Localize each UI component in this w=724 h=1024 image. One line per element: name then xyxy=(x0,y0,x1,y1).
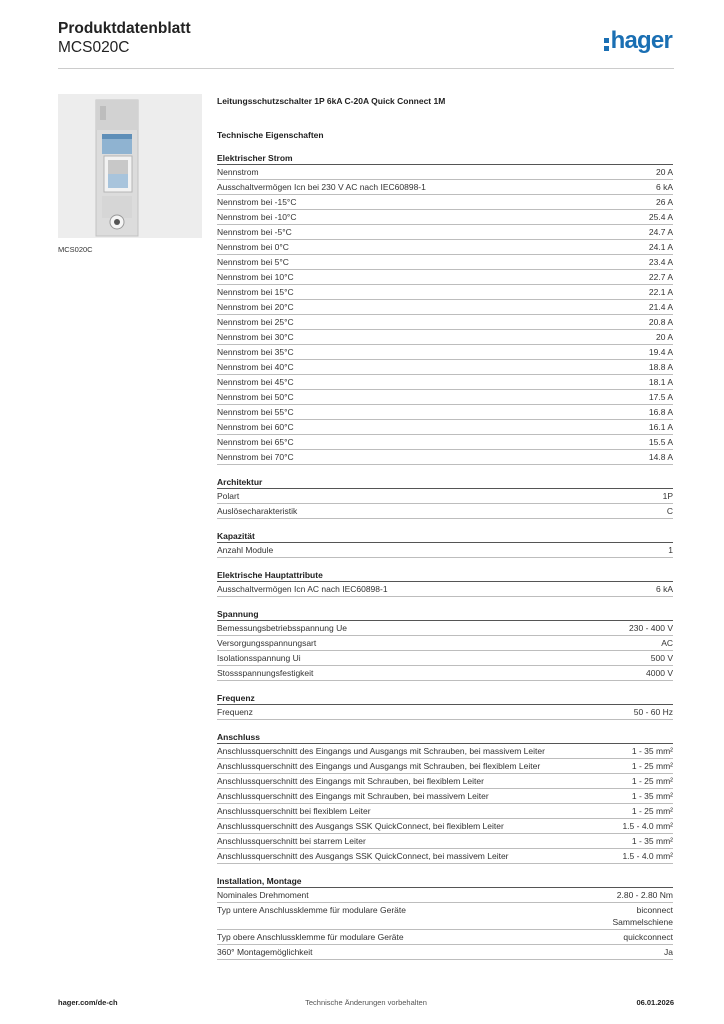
spec-label: Auslösecharakteristik xyxy=(217,506,298,516)
spec-label: Isolationsspannung Ui xyxy=(217,653,301,663)
spec-section xyxy=(217,151,673,465)
spec-value: 23.4 A xyxy=(648,257,673,267)
spec-value: 20.8 A xyxy=(648,317,673,327)
spec-value: 50 - 60 Hz xyxy=(633,707,673,717)
page-title: Produktdatenblatt xyxy=(58,20,191,37)
spec-label: Anschlussquerschnitt des Eingangs mit Schrauben, bei massivem Leiter xyxy=(217,791,489,801)
spec-value: 19.4 A xyxy=(648,347,673,357)
spec-label: Nennstrom bei 45°C xyxy=(217,377,294,387)
spec-label: Frequenz xyxy=(217,707,253,717)
spec-value: 21.4 A xyxy=(648,302,673,312)
spec-value: 6 kA xyxy=(655,584,673,594)
spec-row xyxy=(217,903,673,930)
spec-sections xyxy=(217,151,673,960)
spec-row xyxy=(217,651,673,666)
spec-row xyxy=(217,345,673,360)
spec-row xyxy=(217,819,673,834)
spec-row xyxy=(217,375,673,390)
spec-value: 14.8 A xyxy=(648,452,673,462)
spec-row xyxy=(217,759,673,774)
spec-label: Nennstrom bei 70°C xyxy=(217,452,294,462)
spec-row xyxy=(217,930,673,945)
spec-row xyxy=(217,744,673,759)
spec-row xyxy=(217,666,673,681)
spec-value: 6 kA xyxy=(655,182,673,192)
section-title: Spannung xyxy=(217,607,673,621)
spec-label: Nennstrom bei 55°C xyxy=(217,407,294,417)
spec-row xyxy=(217,315,673,330)
spec-label: Nennstrom bei 40°C xyxy=(217,362,294,372)
spec-row xyxy=(217,330,673,345)
spec-label: Nennstrom bei 35°C xyxy=(217,347,294,357)
spec-row xyxy=(217,705,673,720)
spec-row xyxy=(217,210,673,225)
product-image xyxy=(58,94,202,238)
spec-value: 1.5 - 4.0 mm² xyxy=(622,851,673,861)
spec-label: 360° Montagemöglichkeit xyxy=(217,947,313,957)
spec-label: Anschlussquerschnitt bei flexiblem Leiter xyxy=(217,806,371,816)
spec-value: 1 - 25 mm² xyxy=(631,776,673,786)
spec-value: 17.5 A xyxy=(648,392,673,402)
spec-label: Anschlussquerschnitt des Ausgangs SSK QuickConnect, bei flexiblem Leiter xyxy=(217,821,504,831)
spec-value: 22.1 A xyxy=(648,287,673,297)
technical-properties-heading: Technische Eigenschaften xyxy=(217,130,324,140)
spec-value: quickconnect xyxy=(623,932,673,942)
spec-label: Nennstrom bei 5°C xyxy=(217,257,289,267)
specification-content xyxy=(217,94,673,970)
spec-value: biconnect Sammelschiene xyxy=(612,905,673,927)
section-title: Installation, Montage xyxy=(217,874,673,888)
spec-row xyxy=(217,390,673,405)
spec-value: 1 - 35 mm² xyxy=(631,836,673,846)
spec-label: Nennstrom bei 10°C xyxy=(217,272,294,282)
spec-value: 4000 V xyxy=(646,668,673,678)
spec-row xyxy=(217,225,673,240)
spec-section xyxy=(217,475,673,519)
spec-label: Polart xyxy=(217,491,240,501)
spec-row xyxy=(217,582,673,597)
spec-label: Nennstrom bei 15°C xyxy=(217,287,294,297)
spec-value: 20 A xyxy=(655,332,673,342)
spec-label: Anschlussquerschnitt des Eingangs und Ausgangs mit Schrauben, bei flexiblem Leiter xyxy=(217,761,541,771)
spec-row xyxy=(217,543,673,558)
spec-value: 500 V xyxy=(650,653,673,663)
spec-label: Nennstrom bei -10°C xyxy=(217,212,297,222)
spec-label: Typ untere Anschlussklemme für modulare Geräte xyxy=(217,905,406,915)
spec-row xyxy=(217,945,673,960)
spec-label: Versorgungsspannungsart xyxy=(217,638,317,648)
spec-row xyxy=(217,888,673,903)
spec-value: 1.5 - 4.0 mm² xyxy=(622,821,673,831)
section-title: Kapazität xyxy=(217,529,673,543)
section-title: Architektur xyxy=(217,475,673,489)
spec-row xyxy=(217,195,673,210)
product-image-caption: MCS020C xyxy=(58,245,93,254)
spec-value: 16.1 A xyxy=(648,422,673,432)
product-description: Leitungsschutzschalter 1P 6kA C-20A Quick Connect 1M xyxy=(217,96,446,106)
spec-value: 24.1 A xyxy=(648,242,673,252)
spec-value: 20 A xyxy=(655,167,673,177)
spec-value: 1 - 35 mm² xyxy=(631,746,673,756)
spec-row xyxy=(217,255,673,270)
spec-value: 26 A xyxy=(655,197,673,207)
spec-value: 1 xyxy=(668,545,673,555)
spec-row xyxy=(217,240,673,255)
spec-label: Stossspannungsfestigkeit xyxy=(217,668,314,678)
spec-row xyxy=(217,420,673,435)
spec-value: 1 - 25 mm² xyxy=(631,806,673,816)
section-title: Elektrischer Strom xyxy=(217,151,673,165)
spec-label: Nominales Drehmoment xyxy=(217,890,309,900)
spec-label: Typ obere Anschlussklemme für modulare Geräte xyxy=(217,932,404,942)
spec-row xyxy=(217,285,673,300)
circuit-breaker-icon xyxy=(58,94,202,238)
spec-label: Anzahl Module xyxy=(217,545,274,555)
spec-label: Nennstrom bei 50°C xyxy=(217,392,294,402)
spec-row xyxy=(217,636,673,651)
spec-label: Nennstrom bei -15°C xyxy=(217,197,297,207)
spec-row xyxy=(217,834,673,849)
spec-label: Anschlussquerschnitt des Ausgangs SSK QuickConnect, bei massivem Leiter xyxy=(217,851,509,861)
section-title: Anschluss xyxy=(217,730,673,744)
spec-value: 1P xyxy=(662,491,673,501)
spec-label: Anschlussquerschnitt des Eingangs mit Schrauben, bei flexiblem Leiter xyxy=(217,776,484,786)
spec-section xyxy=(217,874,673,960)
spec-label: Ausschaltvermögen Icn AC nach IEC60898-1 xyxy=(217,584,388,594)
spec-row xyxy=(217,774,673,789)
header-divider xyxy=(58,68,674,69)
spec-value: 1 - 25 mm² xyxy=(631,761,673,771)
spec-value: C xyxy=(666,506,673,516)
spec-row xyxy=(217,435,673,450)
spec-label: Nennstrom xyxy=(217,167,259,177)
spec-value: 22.7 A xyxy=(648,272,673,282)
spec-label: Anschlussquerschnitt des Eingangs und Ausgangs mit Schrauben, bei massivem Leiter xyxy=(217,746,545,756)
spec-label: Nennstrom bei 0°C xyxy=(217,242,289,252)
spec-row xyxy=(217,504,673,519)
page-footer xyxy=(58,998,674,1010)
spec-value: 18.1 A xyxy=(648,377,673,387)
spec-label: Bemessungsbetriebsspannung Ue xyxy=(217,623,347,633)
spec-label: Nennstrom bei -5°C xyxy=(217,227,292,237)
footer-disclaimer: Technische Änderungen vorbehalten xyxy=(305,998,427,1007)
spec-row xyxy=(217,405,673,420)
spec-value: AC xyxy=(661,638,673,648)
logo-text: hager xyxy=(610,27,672,54)
spec-label: Nennstrom bei 65°C xyxy=(217,437,294,447)
spec-label: Nennstrom bei 30°C xyxy=(217,332,294,342)
spec-label: Nennstrom bei 25°C xyxy=(217,317,294,327)
spec-row xyxy=(217,165,673,180)
spec-value: 24.7 A xyxy=(648,227,673,237)
spec-value: 1 - 35 mm² xyxy=(631,791,673,801)
spec-row xyxy=(217,270,673,285)
spec-section xyxy=(217,568,673,597)
spec-section xyxy=(217,730,673,864)
spec-row xyxy=(217,489,673,504)
spec-row xyxy=(217,804,673,819)
spec-section xyxy=(217,529,673,558)
logo-colon-icon xyxy=(604,36,610,52)
spec-value: 16.8 A xyxy=(648,407,673,417)
spec-row xyxy=(217,360,673,375)
hager-logo xyxy=(604,26,672,56)
section-title: Frequenz xyxy=(217,691,673,705)
spec-label: Nennstrom bei 20°C xyxy=(217,302,294,312)
spec-row xyxy=(217,621,673,636)
page-header xyxy=(58,20,674,70)
spec-label: Anschlussquerschnitt bei starrem Leiter xyxy=(217,836,366,846)
spec-value: 18.8 A xyxy=(648,362,673,372)
spec-section xyxy=(217,607,673,681)
spec-value: Ja xyxy=(664,947,673,957)
footer-date: 06.01.2026 xyxy=(636,998,674,1007)
spec-section xyxy=(217,691,673,720)
section-title: Elektrische Hauptattribute xyxy=(217,568,673,582)
spec-row xyxy=(217,180,673,195)
spec-value: 15.5 A xyxy=(648,437,673,447)
spec-row xyxy=(217,789,673,804)
spec-label: Nennstrom bei 60°C xyxy=(217,422,294,432)
spec-row xyxy=(217,300,673,315)
footer-website-link[interactable]: hager.com/de-ch xyxy=(58,998,118,1007)
spec-value: 230 - 400 V xyxy=(629,623,673,633)
product-code: MCS020C xyxy=(58,39,130,56)
spec-label: Ausschaltvermögen Icn bei 230 V AC nach IEC60898-1 xyxy=(217,182,426,192)
spec-value: 25.4 A xyxy=(648,212,673,222)
spec-row xyxy=(217,849,673,864)
spec-row xyxy=(217,450,673,465)
spec-value: 2.80 - 2.80 Nm xyxy=(616,890,673,900)
